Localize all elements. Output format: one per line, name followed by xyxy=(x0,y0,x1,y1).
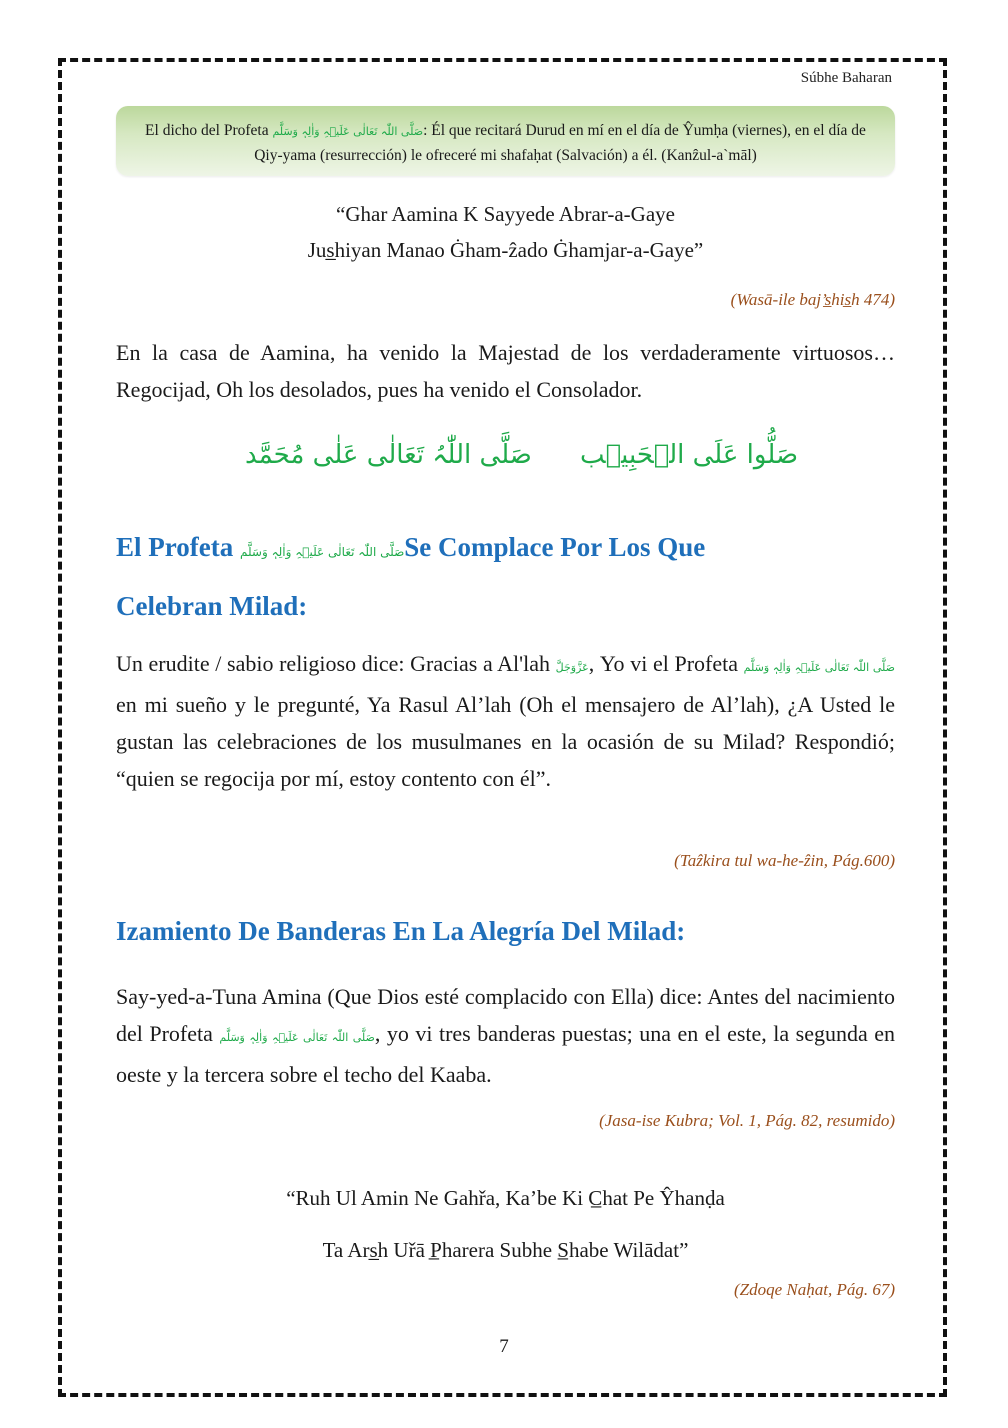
couplet-2-line-1: “Ruh Ul Amin Ne Gahřa, Ka’be Ki C̲hat Pe Ŷhanḍa xyxy=(286,1186,725,1210)
arabic-blessing-left: صَلَّی اللّٰہُ تَعَالٰی عَلٰی مُحَمَّد xyxy=(245,440,532,470)
body-text: Say-yed-a-Tuna Amina (Que Dios esté complacido con Ella) dice: Antes del nacimiento del Profeta xyxy=(116,984,895,1046)
salawat-arabic: صَلَّی اللّٰہ تَعَالٰی عَلَیۡہِ وَاٰلِہٖ وَسَلَّم xyxy=(219,1031,375,1044)
running-header: Súbhe Baharan xyxy=(800,70,892,86)
couplet-1 xyxy=(116,196,895,268)
couplet-1-line-1: “Ghar Aamina K Sayyede Abrar-a-Gaye xyxy=(336,202,675,226)
hadith-text: : Él que recitará Durud en mí en el día de Ŷumḥa (viernes), en el día de Qiy-yama (resurrección) le ofreceré mi shafaḥat (Salvación) a él. (Kanẑul-a`māl) xyxy=(254,122,866,164)
page-number: 7 xyxy=(499,1336,509,1357)
hadith-prefix: El dicho del Profeta xyxy=(145,122,273,139)
section-1-heading xyxy=(116,520,705,633)
heading-text-part-2: Se Complace Por Los Que xyxy=(404,532,706,562)
paragraph-1: En la casa de Aamina, ha venido la Majestad de los verdaderamente virtuosos… Regocijad, Oh los desolados, pues ha venido el Consolador. xyxy=(116,340,895,402)
section-1-heading-line-1 xyxy=(116,520,705,579)
citation-2: (Taẑkira tul wa-he-ẑin, Pág.600) xyxy=(674,851,895,870)
citation-4: (Zdoqe Naḥat, Pág. 67) xyxy=(733,1280,895,1299)
heading-salawat-arabic: صَلَّی اللّٰہ تَعَالٰی عَلَیۡہِ وَاٰلِہٖ وَسَلَّم xyxy=(239,545,405,559)
body-text: en mi sueño y le pregunté, Ya Rasul Al’lah (Oh el mensajero de Al’lah), ¿A Usted le gustan las celebraciones de los musulmanes en la ocasión de su Milad? Respondió; “quien se regocija por mí, estoy contento con él”. xyxy=(116,692,895,791)
couplet-2 xyxy=(116,1172,895,1276)
section-2-body xyxy=(116,978,895,1093)
body-text: Un erudite / sabio religioso dice: Gracias a Al'lah xyxy=(116,651,556,676)
salawat-arabic: صَلَّی اللّٰہ تَعَالٰی عَلَیۡہِ وَاٰلِہٖ وَسَلَّم xyxy=(272,125,424,138)
arabic-blessing-right: صَلُّوا عَلَی الۡحَبِیۡب xyxy=(580,440,799,470)
body-text: , Yo vi el Profeta xyxy=(588,651,744,676)
couplet-1-line-2: Jus̲hiyan Manao Ġham-ẑado Ġhamjar-a-Gaye” xyxy=(307,238,704,262)
couplet-2-line-2: Ta Ars̲h Uřā P̲harera Subhe S̲habe Wilādat” xyxy=(322,1238,689,1262)
azza-wajal-arabic: عَزَّوَجَلَّ xyxy=(555,661,589,674)
hadith-box xyxy=(116,106,895,176)
section-1-heading-line-2: Celebran Milad: xyxy=(116,591,308,621)
citation-3: (Jasa-ise Kubra; Vol. 1, Pág. 82, resumido) xyxy=(599,1111,895,1130)
section-2-heading: Izamiento De Banderas En La Alegría Del Milad: xyxy=(116,916,686,946)
salawat-arabic: صَلَّی اللّٰہ تَعَالٰی عَلَیۡہِ وَاٰلِہٖ وَسَلَّم xyxy=(743,661,895,674)
body-text: , yo vi tres banderas puestas; una en el este, la segunda en oeste y la tercera sobre el techo del Kaaba. xyxy=(116,1021,895,1087)
heading-text-part-1: El Profeta xyxy=(116,532,240,562)
section-1-body xyxy=(116,645,895,797)
citation-1: (Wasā-ile baj’s̲his̲h 474) xyxy=(730,290,895,309)
